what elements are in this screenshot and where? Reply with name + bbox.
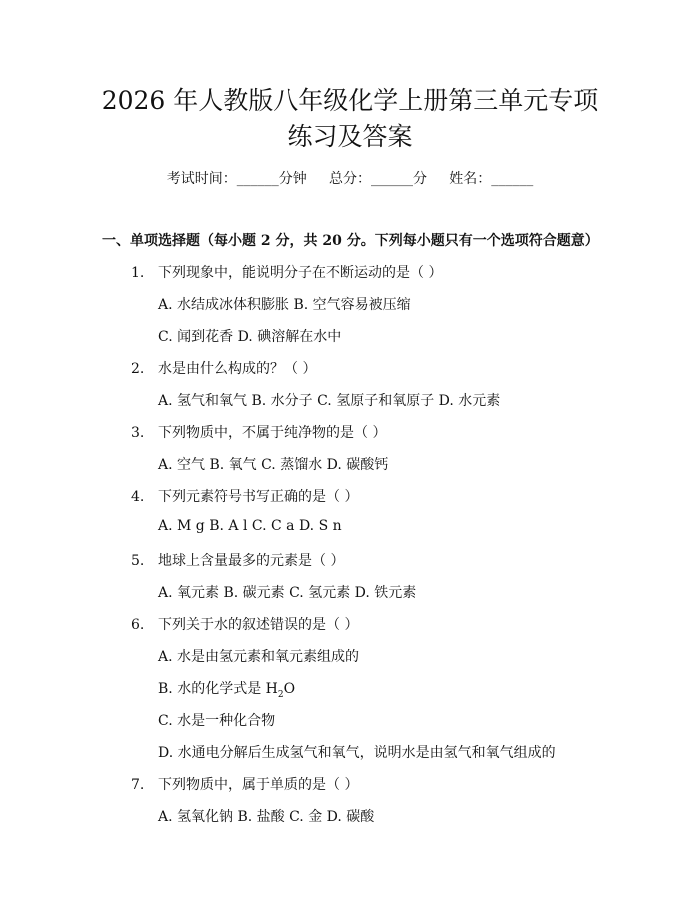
question-3 bbox=[131, 422, 386, 442]
question-7 bbox=[131, 774, 358, 794]
question-1-options-line-2: C. 闻到花香 D. 碘溶解在水中 bbox=[158, 329, 342, 345]
title-line-2: 练习及答案 bbox=[287, 122, 413, 151]
question-number: 1. bbox=[131, 265, 145, 281]
question-text: 下列关于水的叙述错误的是（ ） bbox=[158, 617, 359, 633]
question-number: 2. bbox=[131, 361, 145, 377]
section-heading: 一、单项选择题（每小题 2 分，共 20 分。下列每小题只有一个选项符合题意） bbox=[102, 233, 599, 249]
question-5-options: A. 氧元素 B. 碳元素 C. 氢元素 D. 铁元素 bbox=[158, 585, 417, 601]
question-7-options: A. 氢氧化钠 B. 盐酸 C. 金 D. 碳酸 bbox=[158, 809, 375, 825]
formula-subscript: 2 bbox=[277, 689, 284, 700]
question-5 bbox=[131, 550, 344, 570]
question-text: 水是由什么构成的？（ ） bbox=[158, 361, 317, 377]
question-6-option-c: C. 水是一种化合物 bbox=[158, 713, 276, 729]
question-2-options: A. 氢气和氧气 B. 水分子 C. 氢原子和氧原子 D. 水元素 bbox=[158, 393, 501, 409]
question-number: 6. bbox=[131, 617, 145, 633]
title-line-1: 2026 年人教版八年级化学上册第三单元专项 bbox=[101, 86, 599, 115]
exam-info: 考试时间：______分钟 总分：______分 姓名：______ bbox=[166, 171, 534, 187]
question-number: 7. bbox=[131, 777, 145, 793]
question-3-options: A. 空气 B. 氧气 C. 蒸馏水 D. 碳酸钙 bbox=[158, 457, 389, 473]
question-6-option-d: D. 水通电分解后生成氢气和氧气，说明水是由氢气和氧气组成的 bbox=[158, 745, 556, 761]
question-number: 5. bbox=[131, 553, 145, 569]
question-2 bbox=[131, 358, 316, 378]
question-6-option-b bbox=[158, 678, 295, 700]
option-text: B. 水的化学式是 H bbox=[158, 681, 278, 697]
question-text: 下列元素符号书写正确的是（ ） bbox=[158, 489, 359, 505]
question-1-options-line-1: A. 水结成冰体积膨胀 B. 空气容易被压缩 bbox=[158, 297, 411, 313]
question-text: 下列物质中，不属于纯净物的是（ ） bbox=[158, 425, 387, 441]
question-4-options: A. M g B. A l C. C a D. S n bbox=[158, 518, 342, 534]
question-4 bbox=[131, 486, 358, 506]
question-6 bbox=[131, 614, 358, 634]
question-number: 3. bbox=[131, 425, 145, 441]
formula-tail: O bbox=[283, 681, 296, 697]
question-text: 下列物质中，属于单质的是（ ） bbox=[158, 777, 359, 793]
question-1 bbox=[131, 262, 442, 282]
question-text: 地球上含量最多的元素是（ ） bbox=[158, 553, 345, 569]
question-text: 下列现象中，能说明分子在不断运动的是（ ） bbox=[158, 265, 443, 281]
question-6-option-a: A. 水是由氢元素和氧元素组成的 bbox=[158, 649, 360, 665]
question-number: 4. bbox=[131, 489, 145, 505]
